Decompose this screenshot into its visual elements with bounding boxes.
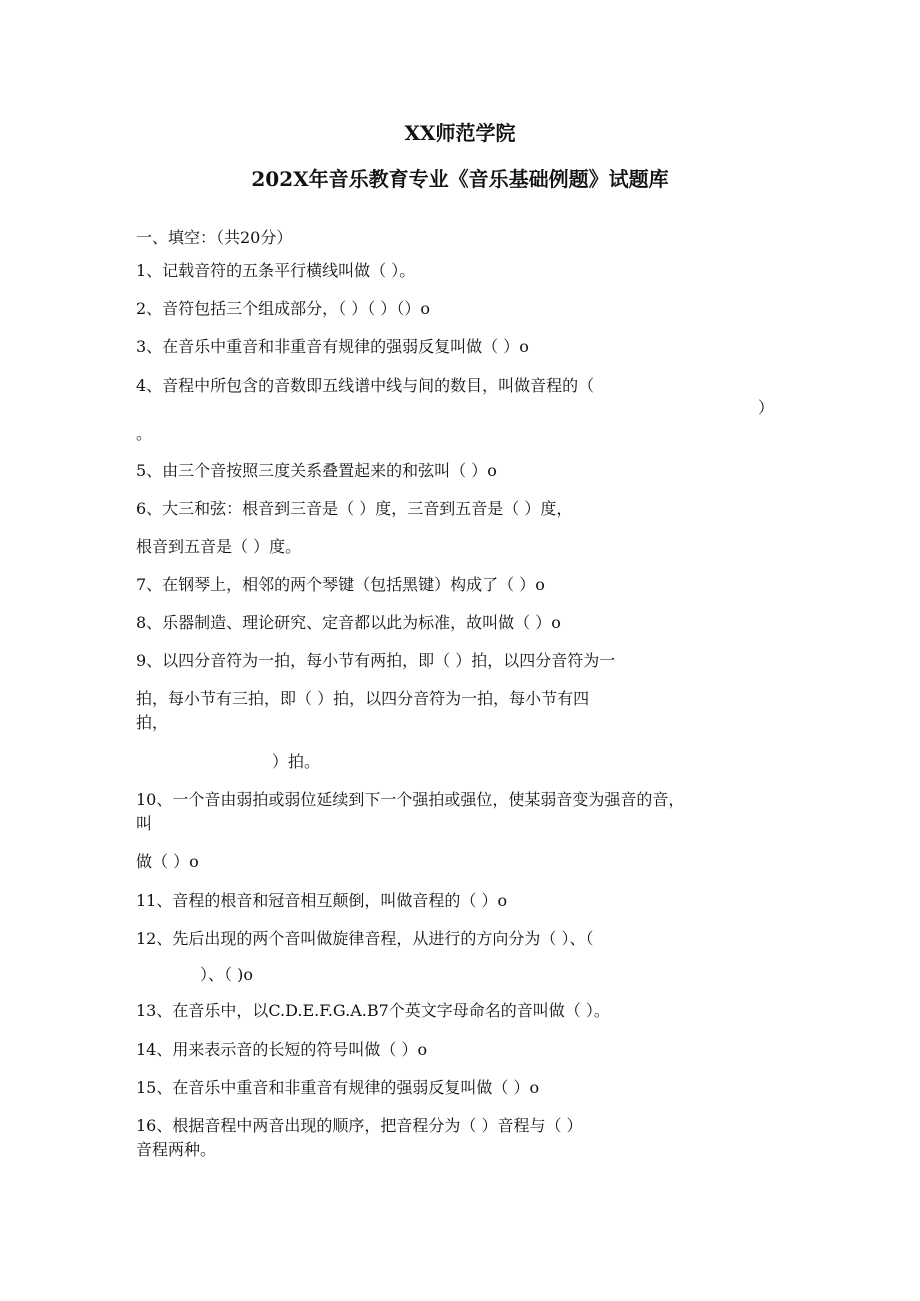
question-9-line-2: 拍，每小节有三拍，即（ ）拍，以四分音符为一拍，每小节有四 — [136, 689, 590, 708]
question-9-line-1: 9、以四分音符为一拍，每小节有两拍，即（ ）拍，以四分音符为一 — [136, 651, 616, 670]
question-9-line-4: ）拍。 — [272, 752, 321, 771]
question-6-line-2: 根音到五音是（ ）度。 — [136, 537, 302, 556]
question-16-line-2: 音程两种。 — [136, 1140, 217, 1159]
question-10-line-1: 10、一个音由弱拍或弱位延续到下一个强拍或强位，使某弱音变为强音的音， — [136, 790, 685, 809]
question-8: 8、乐器制造、理论研究、定音都以此为标准，故叫做（ ）o — [136, 613, 561, 632]
question-6-line-1: 6、大三和弦：根音到三音是（ ）度，三音到五音是（ ）度， — [136, 499, 573, 518]
question-2: 2、音符包括三个组成部分，（ ）（ ）（）o — [136, 299, 430, 318]
question-9-line-3: 拍， — [136, 713, 169, 732]
question-11: 11、音程的根音和冠音相互颠倒，叫做音程的（ ）o — [136, 891, 508, 910]
question-14: 14、用来表示音的长短的符号叫做（ ）o — [136, 1040, 428, 1059]
question-4-line-3: 。 — [136, 424, 153, 443]
question-4-line-1: 4、音程中所包含的音数即五线谱中线与间的数目，叫做音程的（ — [136, 376, 595, 395]
question-13: 13、在音乐中，以C.D.E.F.G.A.B7个英文字母命名的音叫做（ ）。 — [136, 1001, 610, 1020]
exam-title: 202X年音乐教育专业《音乐基础例题》试题库 — [251, 167, 669, 191]
question-16-line-1: 16、根据音程中两音出现的顺序，把音程分为（ ）音程与（ ） — [136, 1116, 583, 1135]
question-10-line-2: 叫 — [136, 814, 153, 833]
question-4-line-2: ） — [757, 398, 774, 417]
question-3: 3、在音乐中重音和非重音有规律的强弱反复叫做（ ）o — [136, 337, 529, 356]
question-15: 15、在音乐中重音和非重音有规律的强弱反复叫做（ ）o — [136, 1078, 540, 1097]
institution-title: XX师范学院 — [404, 121, 516, 145]
section-heading: 一、填空：（共20分） — [136, 228, 293, 247]
question-1: 1、记载音符的五条平行横线叫做（ ）。 — [136, 261, 416, 280]
question-12-line-1: 12、先后出现的两个音叫做旋律音程，从进行的方向分为（ ）、（ — [136, 929, 594, 948]
question-12-line-2: ）、（ )o — [200, 965, 253, 984]
question-7: 7、在钢琴上，相邻的两个琴键（包括黑键）构成了（ ）o — [136, 575, 545, 594]
question-5: 5、由三个音按照三度关系叠置起来的和弦叫（ ）o — [136, 461, 497, 480]
question-10-line-3: 做（ ）o — [136, 852, 199, 871]
